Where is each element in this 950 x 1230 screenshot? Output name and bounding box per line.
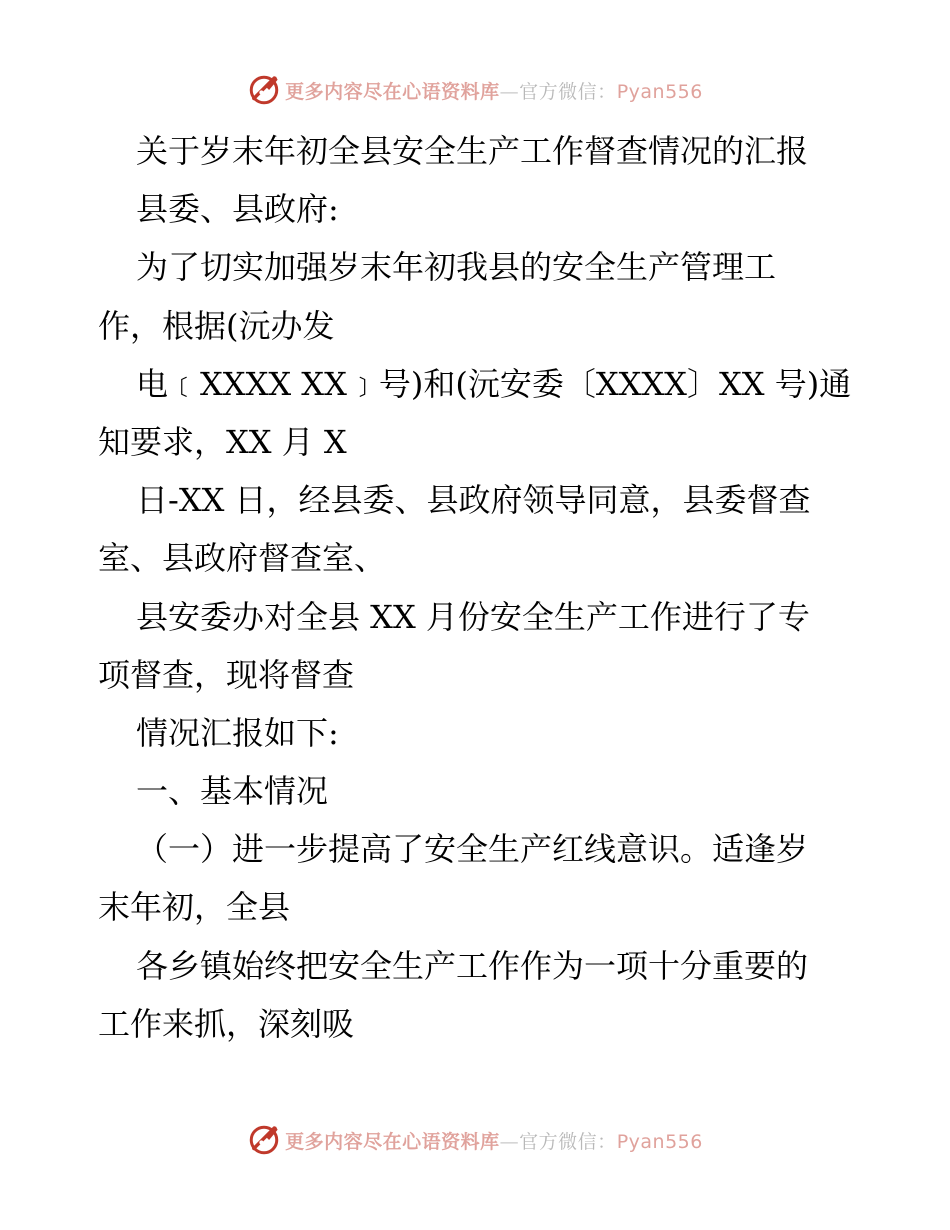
watermark-text: 更多内容尽在心语资料库—官方微信：Pyan556 <box>285 80 703 103</box>
paragraph-line: 日-XX 日，经县委、县政府领导同意，县委督查 <box>136 481 811 520</box>
pen-logo-icon <box>247 73 281 107</box>
paragraph-line: 县安委办对全县 XX 月份安全生产工作进行了专 <box>136 597 810 636</box>
paragraph-line: 情况汇报如下: <box>136 713 339 752</box>
document-body <box>98 122 868 1053</box>
paragraph-line: 各乡镇始终把安全生产工作作为一项十分重要的 <box>136 946 809 985</box>
footer-watermark <box>0 1120 950 1160</box>
watermark-text: 更多内容尽在心语资料库—官方微信：Pyan556 <box>285 1130 703 1153</box>
document-title: 关于岁末年初全县安全生产工作督查情况的汇报 <box>136 132 809 170</box>
subsection-heading: （一）进一步提高了安全生产红线意识。适逢岁 <box>136 830 809 869</box>
paragraph-line: 项督查，现将督查 <box>98 655 355 694</box>
pen-logo-icon <box>247 1123 281 1157</box>
section-heading: 一、基本情况 <box>136 772 329 811</box>
paragraph-line: 电﹝XXXX XX﹞号)和(沅安委〔XXXX〕XX 号)通 <box>136 364 852 403</box>
paragraph-line: 作，根据(沅办发 <box>98 306 335 345</box>
paragraph-line: 知要求，XX 月 X <box>98 422 347 461</box>
paragraph-line: 室、县政府督查室、 <box>98 539 387 578</box>
paragraph-line: 工作来抓，深刻吸 <box>98 1004 355 1043</box>
paragraph-line: 为了切实加强岁末年初我县的安全生产管理工 <box>136 248 777 287</box>
header-watermark <box>0 70 950 110</box>
salutation: 县委、县政府: <box>136 190 339 229</box>
paragraph-line: 末年初，全县 <box>98 888 291 927</box>
